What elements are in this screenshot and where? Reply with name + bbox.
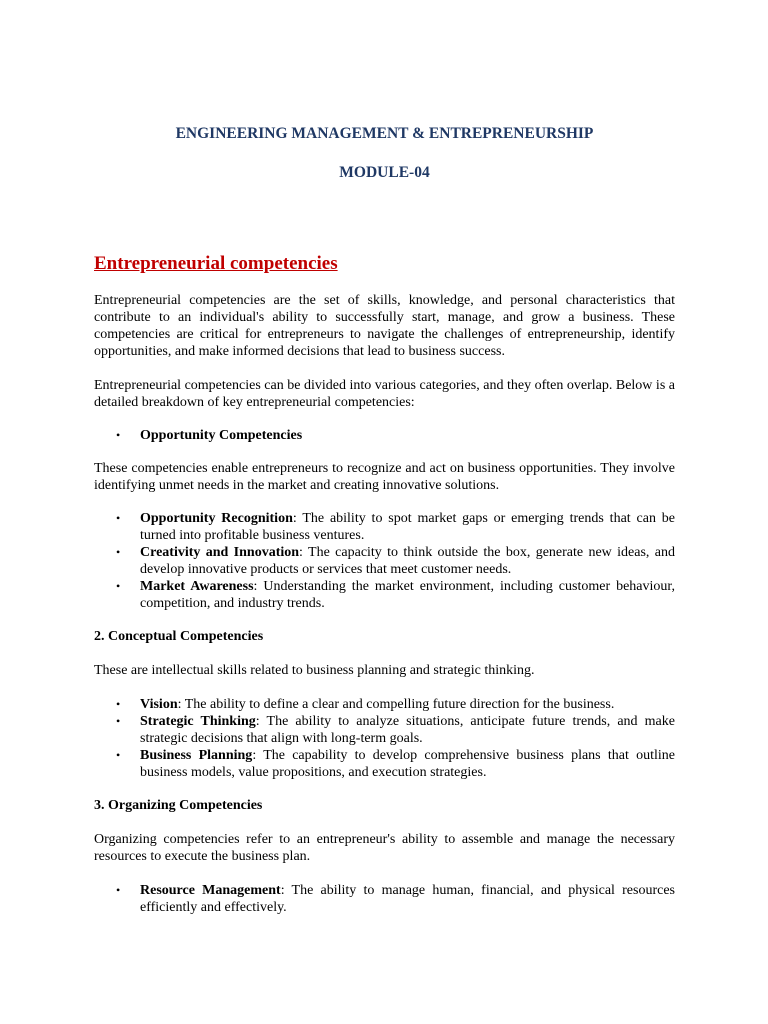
bullet-icon: • (116, 579, 121, 593)
conceptual-heading: 2. Conceptual Competencies (94, 629, 264, 644)
intro-paragraph-2: Entrepreneurial competencies can be divided into various categories, and they often overlap. Below is a detailed breakdown of key entrepreneurial competencies: (94, 378, 675, 410)
organizing-heading: 3. Organizing Competencies (94, 798, 263, 813)
document-title: ENGINEERING MANAGEMENT & ENTREPRENEURSHIP (175, 125, 594, 142)
list-item (94, 510, 675, 544)
item-term: Strategic Thinking (140, 714, 256, 729)
list-item (94, 578, 675, 612)
item-term: Market Awareness (140, 579, 254, 594)
list-item (94, 747, 675, 781)
bullet-icon: • (116, 511, 121, 525)
item-term: Resource Management (140, 883, 281, 898)
bullet-icon: • (116, 714, 121, 728)
document-content (94, 124, 675, 916)
item-text: : The ability to spot market gaps or emerging trends that can be turned into profitable business ventures. (140, 511, 676, 543)
item-term: Creativity and Innovation (140, 545, 300, 560)
bullet-icon: • (116, 428, 121, 442)
item-term: Opportunity Recognition (140, 511, 293, 526)
item-text: : Understanding the market environment, including customer behaviour, competition, and industry trends. (140, 579, 675, 611)
bullet-icon: • (116, 748, 121, 762)
opportunity-heading: Opportunity Competencies (140, 428, 303, 443)
bullet-icon: • (116, 697, 121, 711)
item-text: : The capability to develop comprehensive business plans that outline business models, value propositions, and execution strategies. (140, 748, 675, 780)
bullet-icon: • (116, 545, 121, 559)
section-heading: Entrepreneurial competencies (94, 253, 338, 274)
module-label: MODULE-04 (339, 164, 430, 181)
conceptual-list (94, 696, 675, 781)
list-item (94, 696, 675, 713)
intro-paragraph-1: Entrepreneurial competencies are the set of skills, knowledge, and personal characteristics that contribute to an individual's ability to successfully start, manage, and grow a business. These competencies are critical for entrepreneurs to navigate the challenges of entrepreneurship, identify opportunities, and make informed decisions that lead to business success. (94, 293, 675, 359)
opportunity-description: These competencies enable entrepreneurs to recognize and act on business opportunities. They involve identifying unmet needs in the market and creating innovative solutions. (94, 461, 675, 493)
opportunity-list (94, 510, 675, 612)
list-item (94, 544, 675, 578)
bullet-icon: • (116, 883, 121, 897)
organizing-description: Organizing competencies refer to an entrepreneur's ability to assemble and manage the necessary resources to execute the business plan. (94, 832, 675, 864)
list-item (94, 427, 675, 444)
list-item (94, 882, 675, 916)
item-term: Business Planning (140, 748, 253, 763)
item-term: Vision (140, 697, 178, 712)
opportunity-heading-list (94, 427, 675, 444)
item-text: : The ability to analyze situations, anticipate future trends, and make strategic decisions that align with long-term goals. (140, 714, 675, 746)
organizing-list (94, 882, 675, 916)
item-text: : The ability to manage human, financial, and physical resources efficiently and effectively. (140, 883, 675, 915)
conceptual-description: These are intellectual skills related to business planning and strategic thinking. (94, 663, 535, 678)
item-text: : The ability to define a clear and compelling future direction for the business. (177, 697, 615, 712)
list-item (94, 713, 675, 747)
item-text: : The capacity to think outside the box, generate new ideas, and develop innovative products or services that meet customer needs. (140, 545, 675, 577)
